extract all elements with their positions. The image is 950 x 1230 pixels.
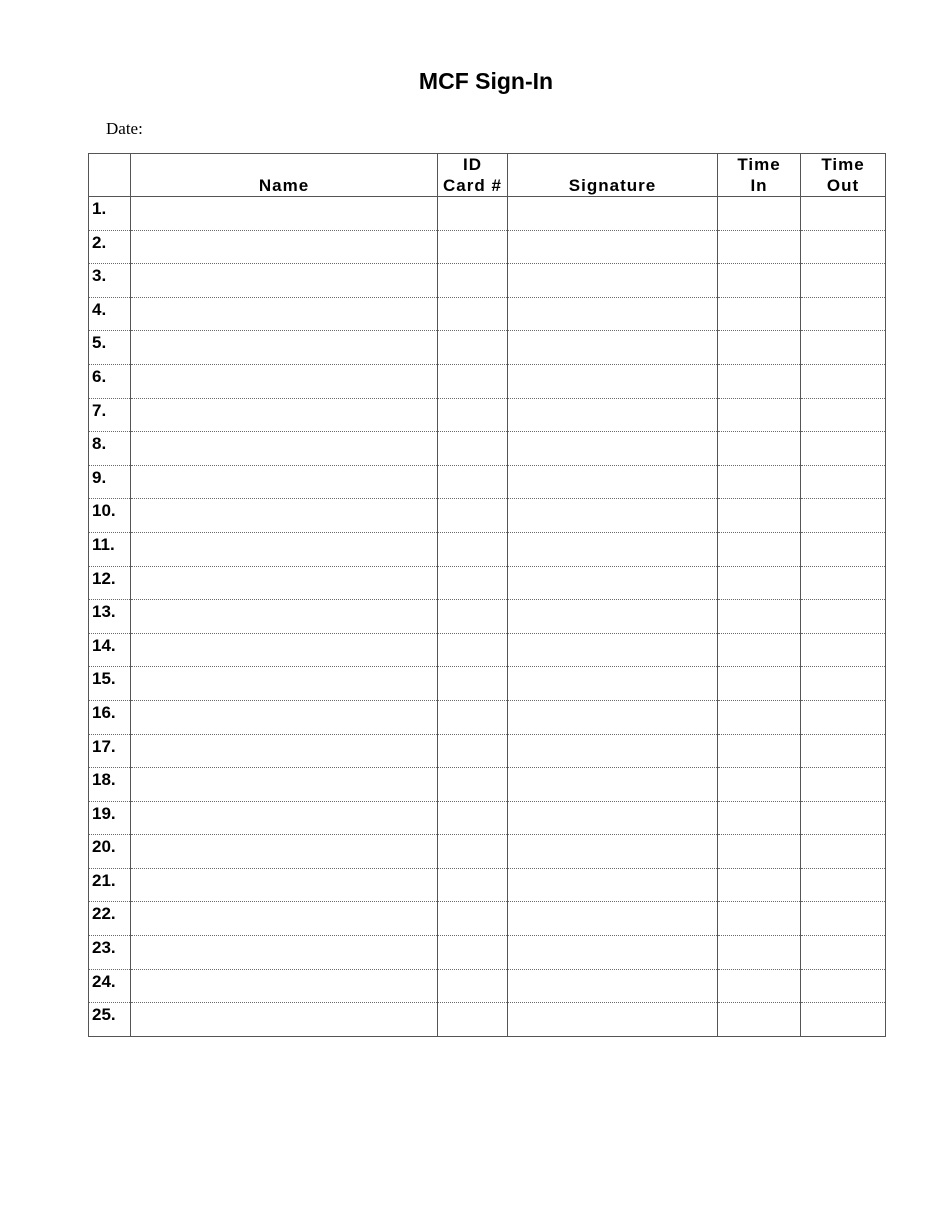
time-out-cell[interactable]	[801, 633, 886, 667]
time-out-cell[interactable]	[801, 532, 886, 566]
signature-cell[interactable]	[508, 264, 718, 298]
name-cell[interactable]	[131, 700, 438, 734]
time-in-cell[interactable]	[718, 801, 801, 835]
id-card-cell[interactable]	[438, 230, 508, 264]
signature-cell[interactable]	[508, 801, 718, 835]
name-cell[interactable]	[131, 969, 438, 1003]
table-row	[89, 868, 886, 902]
header-id-card	[438, 154, 508, 197]
id-card-cell[interactable]	[438, 768, 508, 802]
signature-cell[interactable]	[508, 868, 718, 902]
signature-cell[interactable]	[508, 1003, 718, 1037]
time-in-cell[interactable]	[718, 700, 801, 734]
table-row	[89, 734, 886, 768]
time-in-cell[interactable]	[718, 297, 801, 331]
row-number: 17.	[89, 734, 131, 768]
time-out-cell[interactable]	[801, 197, 886, 231]
name-cell[interactable]	[131, 432, 438, 466]
id-card-cell[interactable]	[438, 197, 508, 231]
id-card-cell[interactable]	[438, 902, 508, 936]
row-number: 12.	[89, 566, 131, 600]
id-card-cell[interactable]	[438, 331, 508, 365]
time-in-cell[interactable]	[718, 768, 801, 802]
row-number: 7.	[89, 398, 131, 432]
time-in-cell[interactable]	[718, 600, 801, 634]
table-row	[89, 936, 886, 970]
header-id-card-line1: ID	[463, 155, 482, 174]
signature-cell[interactable]	[508, 768, 718, 802]
id-card-cell[interactable]	[438, 600, 508, 634]
table-row	[89, 801, 886, 835]
signature-cell[interactable]	[508, 835, 718, 869]
time-in-cell[interactable]	[718, 566, 801, 600]
time-in-cell[interactable]	[718, 499, 801, 533]
name-cell[interactable]	[131, 600, 438, 634]
table-row	[89, 499, 886, 533]
signature-cell[interactable]	[508, 667, 718, 701]
header-signature: Signature	[508, 154, 718, 197]
signature-cell[interactable]	[508, 297, 718, 331]
signature-cell[interactable]	[508, 230, 718, 264]
row-number: 21.	[89, 868, 131, 902]
time-out-cell[interactable]	[801, 230, 886, 264]
name-cell[interactable]	[131, 768, 438, 802]
row-number: 4.	[89, 297, 131, 331]
time-in-cell[interactable]	[718, 633, 801, 667]
table-row	[89, 667, 886, 701]
time-out-cell[interactable]	[801, 566, 886, 600]
signature-cell[interactable]	[508, 432, 718, 466]
time-out-cell[interactable]	[801, 835, 886, 869]
table-row	[89, 969, 886, 1003]
header-time-out-line2: Out	[826, 176, 860, 195]
name-cell[interactable]	[131, 499, 438, 533]
time-in-cell[interactable]	[718, 835, 801, 869]
table-body	[89, 197, 886, 1037]
table-row	[89, 264, 886, 298]
time-out-cell[interactable]	[801, 734, 886, 768]
signature-cell[interactable]	[508, 969, 718, 1003]
row-number: 18.	[89, 768, 131, 802]
signature-cell[interactable]	[508, 398, 718, 432]
table-row	[89, 902, 886, 936]
table-row	[89, 600, 886, 634]
signature-cell[interactable]	[508, 499, 718, 533]
id-card-cell[interactable]	[438, 398, 508, 432]
table-row	[89, 432, 886, 466]
time-out-cell[interactable]	[801, 432, 886, 466]
signature-cell[interactable]	[508, 902, 718, 936]
time-out-cell[interactable]	[801, 465, 886, 499]
id-card-cell[interactable]	[438, 364, 508, 398]
time-in-cell[interactable]	[718, 197, 801, 231]
row-number: 19.	[89, 801, 131, 835]
time-out-cell[interactable]	[801, 768, 886, 802]
name-cell[interactable]	[131, 566, 438, 600]
signature-cell[interactable]	[508, 734, 718, 768]
header-time-in	[718, 154, 801, 197]
name-cell[interactable]	[131, 331, 438, 365]
row-number: 24.	[89, 969, 131, 1003]
table-row	[89, 465, 886, 499]
id-card-cell[interactable]	[438, 633, 508, 667]
name-cell[interactable]	[131, 734, 438, 768]
signature-cell[interactable]	[508, 364, 718, 398]
table-row	[89, 1003, 886, 1037]
name-cell[interactable]	[131, 297, 438, 331]
time-out-cell[interactable]	[801, 1003, 886, 1037]
signature-cell[interactable]	[508, 936, 718, 970]
row-number: 25.	[89, 1003, 131, 1037]
id-card-cell[interactable]	[438, 499, 508, 533]
time-in-cell[interactable]	[718, 532, 801, 566]
row-number: 20.	[89, 835, 131, 869]
header-time-in-line1: Time	[737, 155, 781, 174]
time-out-cell[interactable]	[801, 499, 886, 533]
table-row	[89, 331, 886, 365]
name-cell[interactable]	[131, 936, 438, 970]
name-cell[interactable]	[131, 801, 438, 835]
time-out-cell[interactable]	[801, 600, 886, 634]
header-time-in-line2: In	[750, 176, 768, 195]
id-card-cell[interactable]	[438, 566, 508, 600]
row-number: 9.	[89, 465, 131, 499]
row-number: 3.	[89, 264, 131, 298]
signature-cell[interactable]	[508, 633, 718, 667]
name-cell[interactable]	[131, 902, 438, 936]
time-in-cell[interactable]	[718, 331, 801, 365]
id-card-cell[interactable]	[438, 1003, 508, 1037]
time-out-cell[interactable]	[801, 969, 886, 1003]
id-card-cell[interactable]	[438, 432, 508, 466]
time-in-cell[interactable]	[718, 734, 801, 768]
id-card-cell[interactable]	[438, 667, 508, 701]
name-cell[interactable]	[131, 398, 438, 432]
time-in-cell[interactable]	[718, 868, 801, 902]
signature-cell[interactable]	[508, 700, 718, 734]
time-out-cell[interactable]	[801, 801, 886, 835]
table-row	[89, 835, 886, 869]
header-number	[89, 154, 131, 197]
name-cell[interactable]	[131, 364, 438, 398]
time-out-cell[interactable]	[801, 331, 886, 365]
row-number: 22.	[89, 902, 131, 936]
table-row	[89, 197, 886, 231]
name-cell[interactable]	[131, 230, 438, 264]
name-cell[interactable]	[131, 868, 438, 902]
time-out-cell[interactable]	[801, 364, 886, 398]
time-out-cell[interactable]	[801, 902, 886, 936]
time-in-cell[interactable]	[718, 936, 801, 970]
name-cell[interactable]	[131, 633, 438, 667]
signature-cell[interactable]	[508, 566, 718, 600]
row-number: 2.	[89, 230, 131, 264]
time-out-cell[interactable]	[801, 936, 886, 970]
table-row	[89, 633, 886, 667]
name-cell[interactable]	[131, 264, 438, 298]
name-cell[interactable]	[131, 667, 438, 701]
table-row	[89, 768, 886, 802]
table-row	[89, 700, 886, 734]
name-cell[interactable]	[131, 1003, 438, 1037]
time-out-cell[interactable]	[801, 868, 886, 902]
time-in-cell[interactable]	[718, 364, 801, 398]
row-number: 23.	[89, 936, 131, 970]
header-time-out-line1: Time	[821, 155, 865, 174]
id-card-cell[interactable]	[438, 835, 508, 869]
id-card-cell[interactable]	[438, 700, 508, 734]
time-out-cell[interactable]	[801, 667, 886, 701]
row-number: 15.	[89, 667, 131, 701]
time-out-cell[interactable]	[801, 264, 886, 298]
time-in-cell[interactable]	[718, 264, 801, 298]
header-id-card-line2: Card #	[443, 176, 502, 195]
row-number: 1.	[89, 197, 131, 231]
name-cell[interactable]	[131, 197, 438, 231]
id-card-cell[interactable]	[438, 801, 508, 835]
table-row	[89, 566, 886, 600]
row-number: 14.	[89, 633, 131, 667]
table-header-row	[89, 154, 886, 197]
row-number: 6.	[89, 364, 131, 398]
table-row	[89, 532, 886, 566]
time-in-cell[interactable]	[718, 465, 801, 499]
id-card-cell[interactable]	[438, 936, 508, 970]
row-number: 11.	[89, 532, 131, 566]
table-row	[89, 398, 886, 432]
time-in-cell[interactable]	[718, 1003, 801, 1037]
id-card-cell[interactable]	[438, 969, 508, 1003]
time-in-cell[interactable]	[718, 667, 801, 701]
signature-cell[interactable]	[508, 331, 718, 365]
signature-cell[interactable]	[508, 600, 718, 634]
sign-in-table	[88, 153, 886, 1037]
id-card-cell[interactable]	[438, 868, 508, 902]
id-card-cell[interactable]	[438, 734, 508, 768]
row-number: 16.	[89, 700, 131, 734]
header-time-out	[801, 154, 886, 197]
table-row	[89, 364, 886, 398]
row-number: 8.	[89, 432, 131, 466]
time-in-cell[interactable]	[718, 398, 801, 432]
id-card-cell[interactable]	[438, 297, 508, 331]
date-label: Date:	[106, 119, 143, 138]
id-card-cell[interactable]	[438, 465, 508, 499]
id-card-cell[interactable]	[438, 264, 508, 298]
time-out-cell[interactable]	[801, 700, 886, 734]
name-cell[interactable]	[131, 465, 438, 499]
page-title: MCF Sign-In	[418, 68, 554, 94]
time-in-cell[interactable]	[718, 432, 801, 466]
time-in-cell[interactable]	[718, 969, 801, 1003]
row-number: 13.	[89, 600, 131, 634]
signature-cell[interactable]	[508, 197, 718, 231]
id-card-cell[interactable]	[438, 532, 508, 566]
time-in-cell[interactable]	[718, 230, 801, 264]
table-row	[89, 297, 886, 331]
time-in-cell[interactable]	[718, 902, 801, 936]
time-out-cell[interactable]	[801, 297, 886, 331]
row-number: 10.	[89, 499, 131, 533]
name-cell[interactable]	[131, 835, 438, 869]
header-name: Name	[131, 154, 438, 197]
name-cell[interactable]	[131, 532, 438, 566]
table-row	[89, 230, 886, 264]
signature-cell[interactable]	[508, 532, 718, 566]
signature-cell[interactable]	[508, 465, 718, 499]
time-out-cell[interactable]	[801, 398, 886, 432]
row-number: 5.	[89, 331, 131, 365]
